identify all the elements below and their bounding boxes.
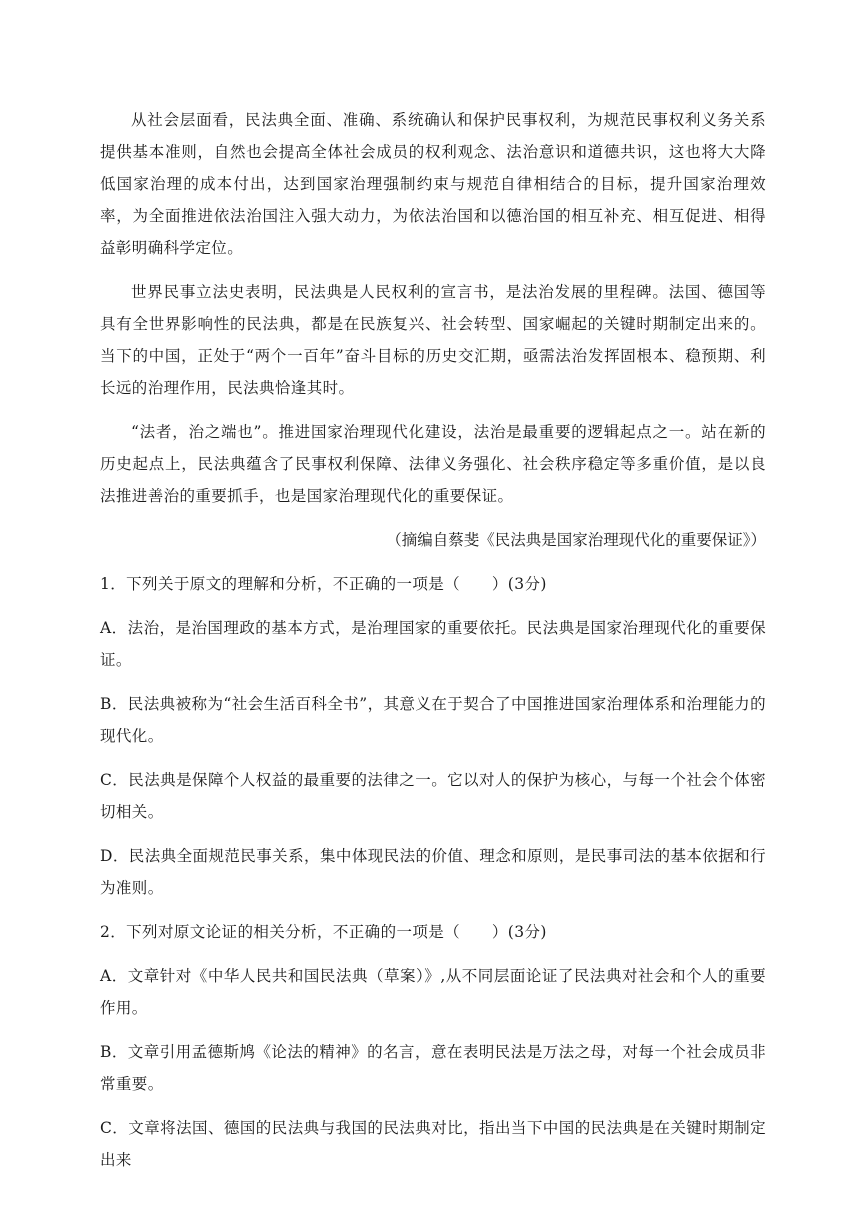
question-2-option-a: A．文章针对《中华人民共和国民法典（草案）》,从不同层面论证了民法典对社会和个人的重要作用。 <box>100 967 766 1017</box>
question-2-option-c: C．文章将法国、德国的民法典与我国的民法典对比，指出当下中国的民法典是在关键时期制定出来 <box>100 1119 766 1169</box>
question-1-stem: 1．下列关于原文的理解和分析，不正确的一项是（ ）(3分) <box>100 575 547 593</box>
question-1-option-d: D．民法典全面规范民事关系，集中体现民法的价值、理念和原则，是民事司法的基本依据和行为准则。 <box>100 847 766 897</box>
question-1-option-a: A．法治，是治国理政的基本方式，是治理国家的重要依托。民法典是国家治理现代化的重要保证。 <box>100 619 766 669</box>
body-paragraph-3: “法者，治之端也”。推进国家治理现代化建设，法治是最重要的逻辑起点之一。站在新的历史起点上，民法典蕴含了民事权利保障、法律义务强化、社会秩序稳定等多重价值，是以良法推进善治的重要抓手，也是国家治理现代化的重要保证。 <box>100 423 766 505</box>
body-paragraph-1: 从社会层面看，民法典全面、准确、系统确认和保护民事权利，为规范民事权利义务关系提供基本准则，自然也会提高全体社会成员的权利观念、法治意识和道德共识，这也将大大降低国家治理的成本付出，达到国家治理强制约束与规范自律相结合的目标，提升国家治理效率，为全面推进依法治国注入强大动力，为依法治国和以德治国的相互补充、相互促进、相得益彰明确科学定位。 <box>100 111 766 257</box>
question-1-option-c: C．民法典是保障个人权益的最重要的法律之一。它以对人的保护为核心，与每一个社会个体密切相关。 <box>100 771 766 821</box>
document-page <box>100 104 766 1188</box>
question-2-stem: 2．下列对原文论证的相关分析，不正确的一项是（ ）(3分) <box>100 923 547 941</box>
source-citation: （摘编自蔡斐《民法典是国家治理现代化的重要保证》） <box>386 531 766 549</box>
question-2-option-b: B．文章引用孟德斯鸠《论法的精神》的名言，意在表明民法是万法之母，对每一个社会成员非常重要。 <box>100 1043 766 1093</box>
body-paragraph-2: 世界民事立法史表明，民法典是人民权利的宣言书，是法治发展的里程碑。法国、德国等具有全世界影响性的民法典，都是在民族复兴、社会转型、国家崛起的关键时期制定出来的。当下的中国，正处于“两个一百年”奋斗目标的历史交汇期，亟需法治发挥固根本、稳预期、利长远的治理作用，民法典恰逢其时。 <box>100 283 766 397</box>
question-1-option-b: B．民法典被称为“社会生活百科全书”，其意义在于契合了中国推进国家治理体系和治理能力的现代化。 <box>100 695 766 745</box>
